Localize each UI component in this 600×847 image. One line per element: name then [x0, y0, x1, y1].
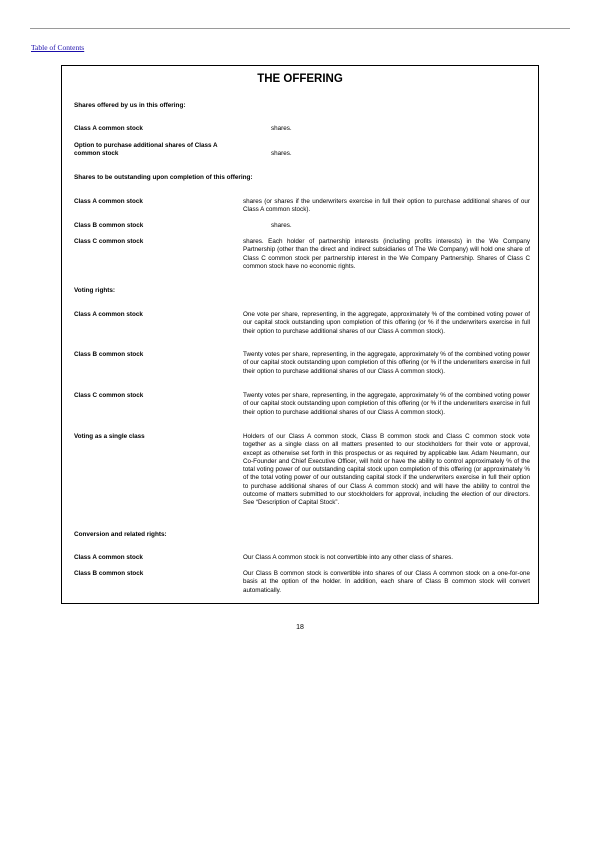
conversion-label-class-b: Class B common stock [74, 570, 144, 577]
section-heading-outstanding: Shares to be outstanding upon completion of this offering: [74, 174, 253, 181]
offered-value-class-a: shares. [271, 125, 292, 132]
voting-label-class-a: Class A common stock [74, 311, 143, 318]
offered-label-option: Option to purchase additional shares of Class A common stock [74, 142, 218, 158]
page-number: 18 [296, 624, 304, 631]
outstanding-label-class-b: Class B common stock [74, 222, 144, 229]
conversion-value-class-b: Our Class B common stock is convertible into shares of our Class A common stock on a one-for-one basis at the option of the holder. In addition, each share of Class B common stock will convert automatically. [243, 570, 530, 594]
offered-label-class-a: Class A common stock [74, 125, 143, 132]
voting-label-class-b: Class B common stock [74, 351, 144, 358]
section-heading-conversion: Conversion and related rights: [74, 531, 167, 538]
table-of-contents-link[interactable]: Table of Contents [31, 43, 85, 52]
outstanding-value-class-a: shares (or shares if the underwriters exercise in full their option to purchase additional shares of our Class A common stock). [243, 198, 530, 214]
outstanding-label-class-a: Class A common stock [74, 198, 143, 205]
voting-label-class-c: Class C common stock [74, 392, 144, 399]
outstanding-label-class-c: Class C common stock [74, 238, 144, 245]
section-heading-offered: Shares offered by us in this offering: [74, 102, 186, 109]
conversion-value-class-a: Our Class A common stock is not convertible into any other class of shares. [243, 554, 453, 561]
voting-value-class-b: Twenty votes per share, representing, in the aggregate, approximately % of the combined voting power of our capital stock outstanding upon completion of this offering (or % if the underwriters exercise in full their option to purchase additional shares of our Class A common stock). [243, 351, 530, 375]
section-heading-voting: Voting rights: [74, 287, 116, 294]
page-title: THE OFFERING [257, 73, 343, 85]
top-divider [30, 28, 570, 29]
offered-value-option: shares. [271, 150, 292, 157]
offering-summary-box [61, 65, 539, 604]
voting-label-single-class: Voting as a single class [74, 433, 145, 440]
voting-value-single-class: Holders of our Class A common stock, Class B common stock and Class C common stock vote together as a single class on all matters presented to our stockholders for their vote or approval, except as otherwise set forth in this prospectus or as required by applicable law. Adam Neumann, our Co-Founder and Chief Executive Officer, will hold or have the ability to control approximately % of the total voting power of our outstanding capital stock upon completion of this offering (or approximately % of the total voting power of our outstanding capital stock if the underwriters exercise in full their option to purchase additional shares of our Class A common stock) and will have the ability to control the outcome of matters submitted to our stockholders for approval, including the election of our directors. See “Description of Capital Stock”. [243, 433, 530, 507]
voting-value-class-a: One vote per share, representing, in the aggregate, approximately % of the combined voting power of our capital stock outstanding upon completion of this offering (or % if the underwriters exercise in full their option to purchase additional shares of our Class A common stock). [243, 311, 530, 335]
outstanding-value-class-b: shares. [271, 222, 292, 229]
outstanding-value-class-c: shares. Each holder of partnership interests (including profits interests) in the We Company Partnership (other than the direct and indirect subsidiaries of The We Company) will hold one share of Class C common stock per partnership interest in the We Company Partnership. Shares of Class C common stock have no economic rights. [243, 238, 530, 270]
voting-value-class-c: Twenty votes per share, representing, in the aggregate, approximately % of the combined voting power of our capital stock outstanding upon completion of this offering (or % if the underwriters exercise in full their option to purchase additional shares of our Class A common stock). [243, 392, 530, 416]
conversion-label-class-a: Class A common stock [74, 554, 143, 561]
